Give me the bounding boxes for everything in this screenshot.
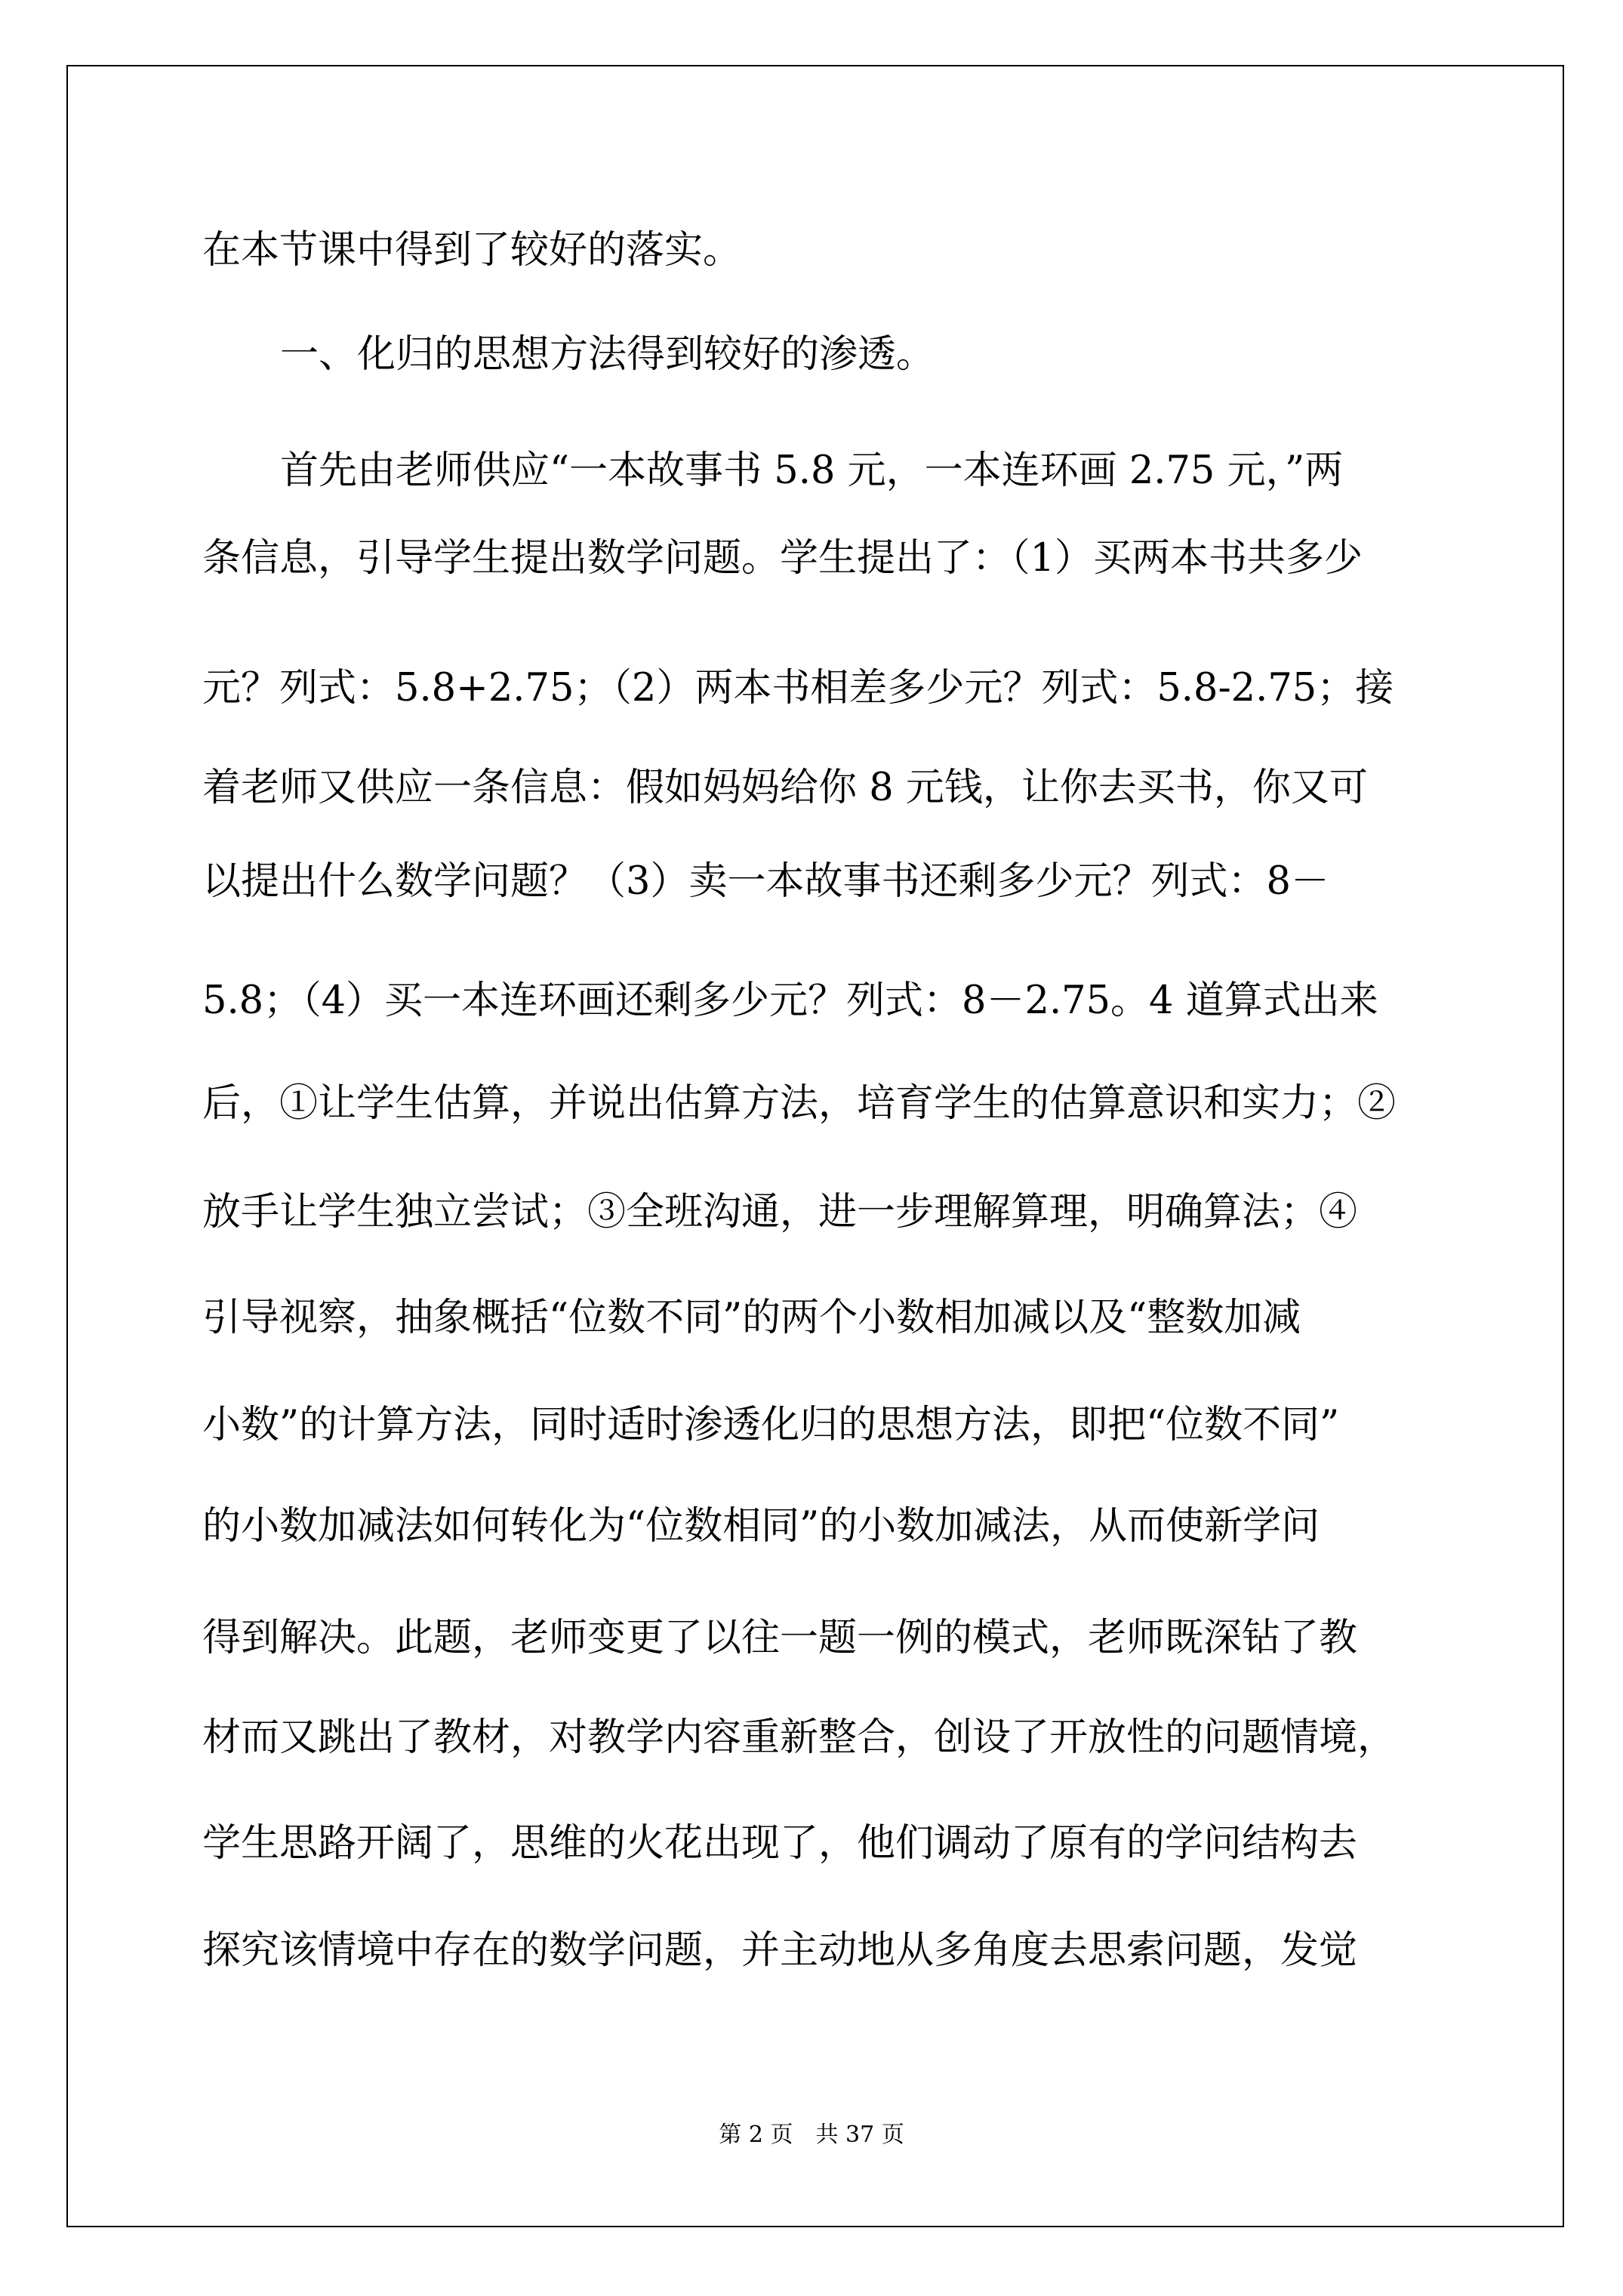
body-line: 条信息，引导学生提出数学问题。学生提出了：（1）买两本书共多少 [202,536,1363,581]
section-heading: 一、化归的思想方法得到较好的渗透。 [280,332,935,377]
body-line: 探究该情境中存在的数学问题，并主动地从多角度去思索问题，发觉 [202,1928,1358,1973]
body-line: 以提出什么数学问题？（3）卖一本故事书还剩多少元？列式：8－ [202,859,1329,904]
body-line: 引导视察，抽象概括“位数不同”的两个小数相加减以及“整数加减 [202,1296,1301,1340]
body-line: 着老师又供应一条信息：假如妈妈给你 8 元钱，让你去买书，你又可 [202,766,1368,810]
body-line: 5.8；（4）买一本连环画还剩多少元？列式：8－2.75。4 道算式出来 [202,978,1378,1023]
body-line: 放手让学生独立尝试；③全班沟通，进一步理解算理，明确算法；④ [202,1190,1358,1234]
body-line: 小数”的计算方法，同时适时渗透化归的思想方法，即把“位数不同” [202,1403,1340,1447]
body-line: 元？列式：5.8+2.75；（2）两本书相差多少元？列式：5.8-2.75；接 [202,666,1394,710]
body-line: 得到解决。此题，老师变更了以往一题一例的模式，老师既深钻了教 [202,1616,1358,1660]
body-line: 在本节课中得到了较好的落实。 [202,228,742,273]
body-line: 首先由老师供应“一本故事书 5.8 元，一本连环画 2.75 元，”两 [280,448,1344,493]
body-line: 后，①让学生估算，并说出估算方法，培育学生的估算意识和实力；② [202,1081,1397,1126]
page-footer: 第 2 页 共 37 页 [719,2122,904,2148]
body-line: 学生思路开阔了，思维的火花出现了，他们调动了原有的学问结构去 [202,1821,1358,1866]
page-border [66,65,1564,2227]
body-line: 材而又跳出了教材，对教学内容重新整合，创设了开放性的问题情境， [202,1715,1397,1760]
body-line: 的小数加减法如何转化为“位数相同”的小数加减法，从而使新学问 [202,1504,1320,1549]
